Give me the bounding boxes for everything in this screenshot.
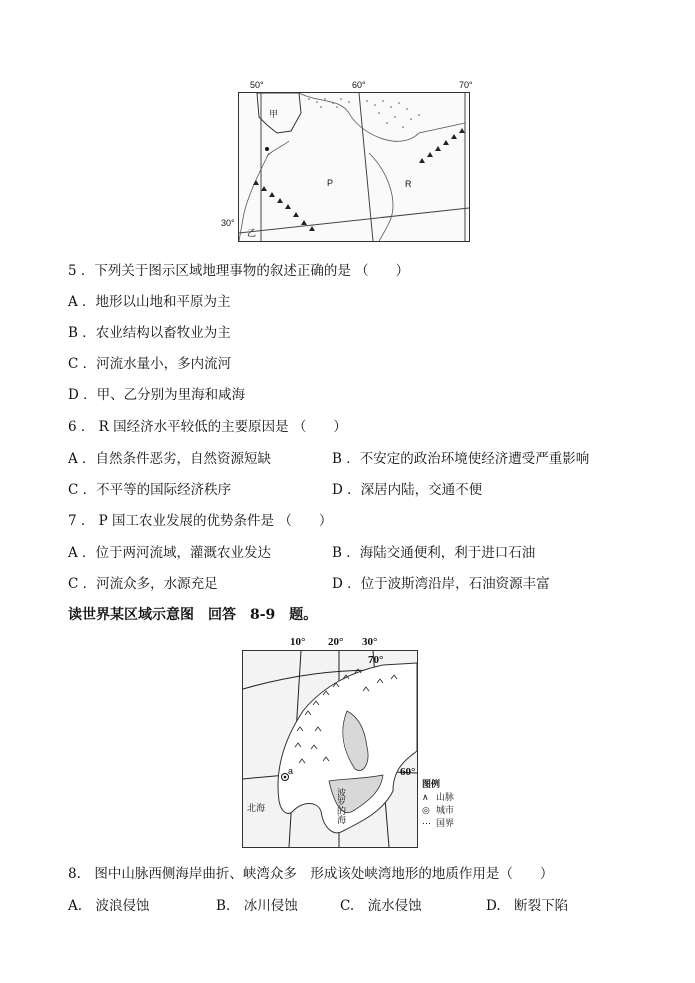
q6-option-d[interactable]: D ．深居内陆，交通不便 — [332, 482, 483, 498]
q7-option-a[interactable]: A ．位于两河流域，灌溉农业发达 — [68, 545, 272, 561]
q7-option-d[interactable]: D ．位于波斯湾沿岸，石油资源丰富 — [332, 576, 550, 592]
map2-lon-30: 30° — [362, 636, 378, 648]
map2-lon-20: 20° — [328, 636, 344, 648]
q8-option-b[interactable]: B. 冰川侵蚀 — [216, 898, 298, 914]
scandinavia-map-drawing — [243, 651, 417, 847]
q5-option-a[interactable]: A ．地形以山地和平原为主 — [68, 294, 231, 310]
map1-label-r: R — [405, 179, 412, 189]
q5-stem: 5 ．下列关于图示区域地理事物的叙述正确的是 （ ） — [68, 263, 410, 279]
q8-option-a[interactable]: A. 波浪侵蚀 — [68, 898, 150, 914]
q6-stem: 6 ． R 国经济水平较低的主要原因是 （ ） — [68, 419, 347, 435]
q5-option-b[interactable]: B ．农业结构以畜牧业为主 — [68, 325, 231, 341]
q7-option-c[interactable]: C ．河流众多，水源充足 — [68, 576, 218, 592]
q6-option-a[interactable]: A ．自然条件恶劣，自然资源短缺 — [68, 451, 272, 467]
q5-option-d[interactable]: D ．甲、乙分别为里海和咸海 — [68, 387, 246, 403]
map2-sea-north: 北海 — [247, 803, 266, 813]
mountain-icon: ∧ — [422, 792, 429, 802]
legend-item-city: ◎ 城市 — [422, 805, 455, 815]
q7-option-b[interactable]: B ．海陆交通便利，利于进口石油 — [332, 545, 536, 561]
q8-option-c[interactable]: C. 流水侵蚀 — [340, 898, 422, 914]
border-icon: ⋯ — [422, 818, 431, 828]
q8-option-d[interactable]: D. 断裂下陷 — [486, 898, 569, 914]
map1-lon-70: 70° — [459, 80, 473, 90]
q7-stem: 7 ． P 国工农业发展的优势条件是 （ ） — [68, 513, 333, 529]
legend-item-border: ⋯ 国界 — [422, 818, 455, 828]
map2-lon-10: 10° — [290, 636, 306, 648]
map1-lon-50: 50° — [250, 80, 264, 90]
q6-option-b[interactable]: B ．不安定的政治环境使经济遭受严重影响 — [332, 451, 590, 467]
q6-option-c[interactable]: C ．不平等的国际经济秩序 — [68, 482, 232, 498]
map1-label-p: P — [327, 178, 334, 188]
middle-east-map — [238, 92, 470, 242]
map2-legend — [422, 778, 482, 830]
map1-label-yi: 乙 — [247, 228, 257, 238]
city-icon: ◎ — [422, 805, 430, 815]
section-heading: 读世界某区域示意图 回答 8-9 题。 — [68, 607, 318, 623]
q5-option-c[interactable]: C ．河流水量小，多内流河 — [68, 356, 232, 372]
map1-lat-30: 30° — [221, 218, 235, 228]
map2-lat-70: 70° — [368, 654, 384, 666]
q8-stem: 8. 图中山脉西侧海岸曲折、峡湾众多 形成该处峡湾地形的地质作用是（ ） — [68, 866, 554, 882]
map1-lon-60: 60° — [352, 80, 366, 90]
scandinavia-map — [242, 650, 418, 848]
map2-sea-baltic: 波罗的海 — [337, 788, 347, 825]
map2-lat-60: 60° — [400, 766, 416, 778]
legend-item-mountain: ∧ 山脉 — [422, 792, 455, 802]
map1-label-jia: 甲 — [269, 109, 279, 119]
legend-title: 图例 — [422, 779, 441, 789]
map2-city-a: a — [288, 766, 294, 776]
